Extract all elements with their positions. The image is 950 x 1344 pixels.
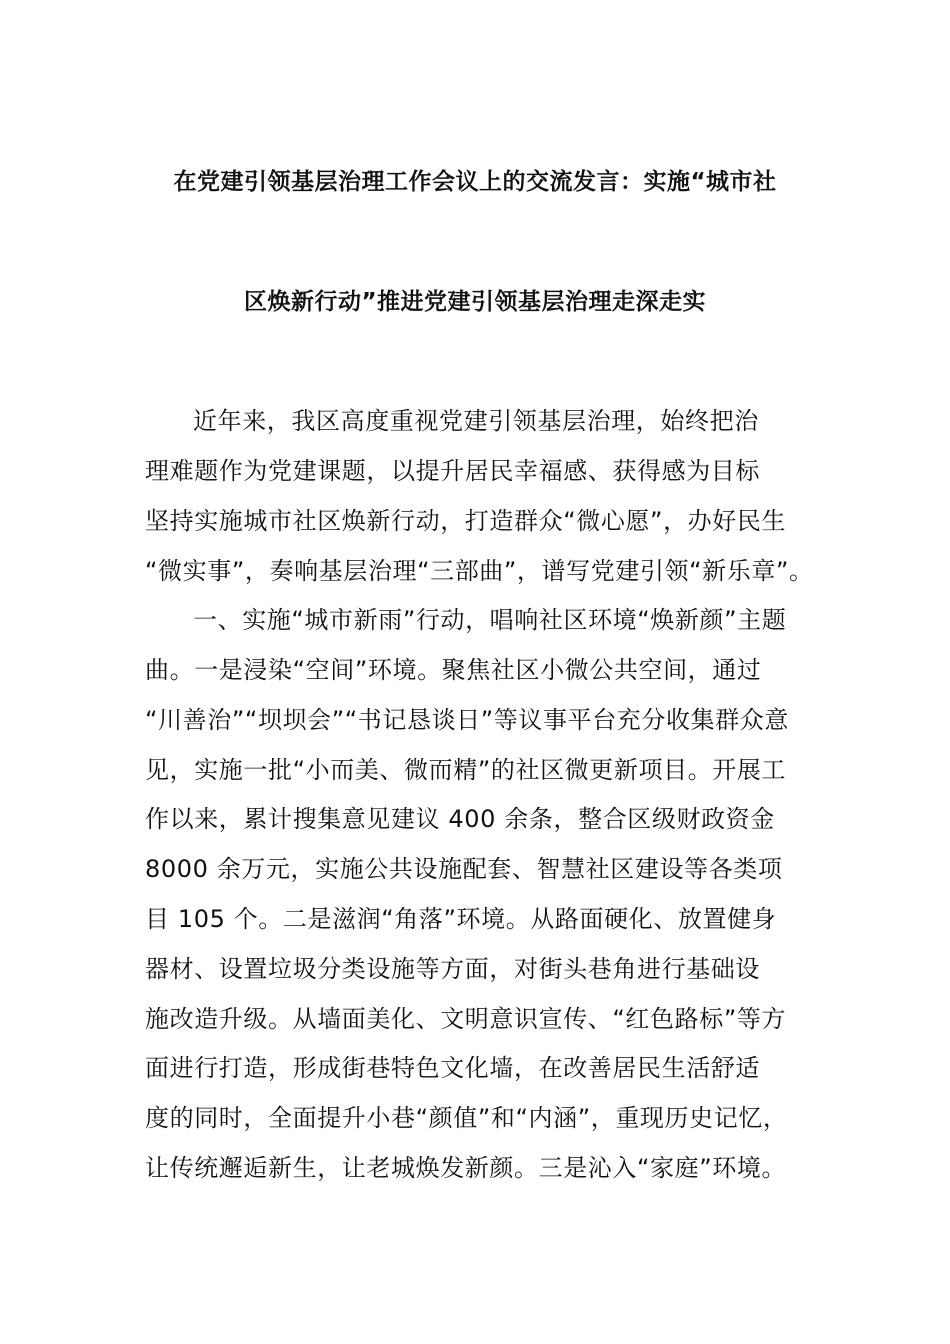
paragraph-line: 8000 余万元，实施公共设施配套、智慧社区建设等各类项 <box>145 855 783 883</box>
paragraph-line: 近年来，我区高度重视党建引领基层治理，始终把治 <box>193 407 759 435</box>
document-title-line-1: 在党建引领基层治理工作会议上的交流发言：实施“城市社 <box>173 169 777 195</box>
paragraph-line: 度的同时，全面提升小巷“颜值”和“内涵”，重现历史记忆， <box>145 1104 788 1132</box>
paragraph-line: 施改造升级。从墙面美化、文明意识宣传、“红色路标”等方 <box>145 1005 787 1033</box>
paragraph-line: 一、实施“城市新雨”行动，唱响社区环境“焕新颜”主题 <box>193 606 787 634</box>
paragraph-line: 作以来，累计搜集意见建议 400 余条，整合区级财政资金 <box>145 805 775 833</box>
paragraph-line: 目 105 个。二是滋润“角落”环境。从路面硬化、放置健身 <box>145 905 777 933</box>
paragraph-line: “微实事”，奏响基层治理“三部曲”，谱写党建引领“新乐章”。 <box>145 557 814 585</box>
paragraph-line: “川善治”“坝坝会”“书记恳谈日”等议事平台充分收集群众意 <box>145 706 789 734</box>
paragraph-line: 器材、设置垃圾分类设施等方面，对街头巷角进行基础设 <box>145 955 760 983</box>
paragraph-line: 让传统邂逅新生，让老城焕发新颜。三是沁入“家庭”环境。 <box>145 1154 787 1182</box>
paragraph-line: 面进行打造，形成街巷特色文化墙，在改善居民生活舒适 <box>145 1054 760 1082</box>
document-title-line-2: 区焕新行动”推进党建引领基层治理走深走实 <box>243 289 707 315</box>
paragraph-line: 坚持实施城市社区焕新行动，打造群众“微心愿”，办好民生 <box>145 507 787 535</box>
paragraph-line: 曲。一是浸染“空间”环境。聚焦社区小微公共空间，通过 <box>145 656 762 684</box>
paragraph-line: 理难题作为党建课题，以提升居民幸福感、获得感为目标 <box>145 457 760 485</box>
paragraph-line: 见，实施一批“小而美、微而精”的社区微更新项目。开展工 <box>145 756 787 784</box>
